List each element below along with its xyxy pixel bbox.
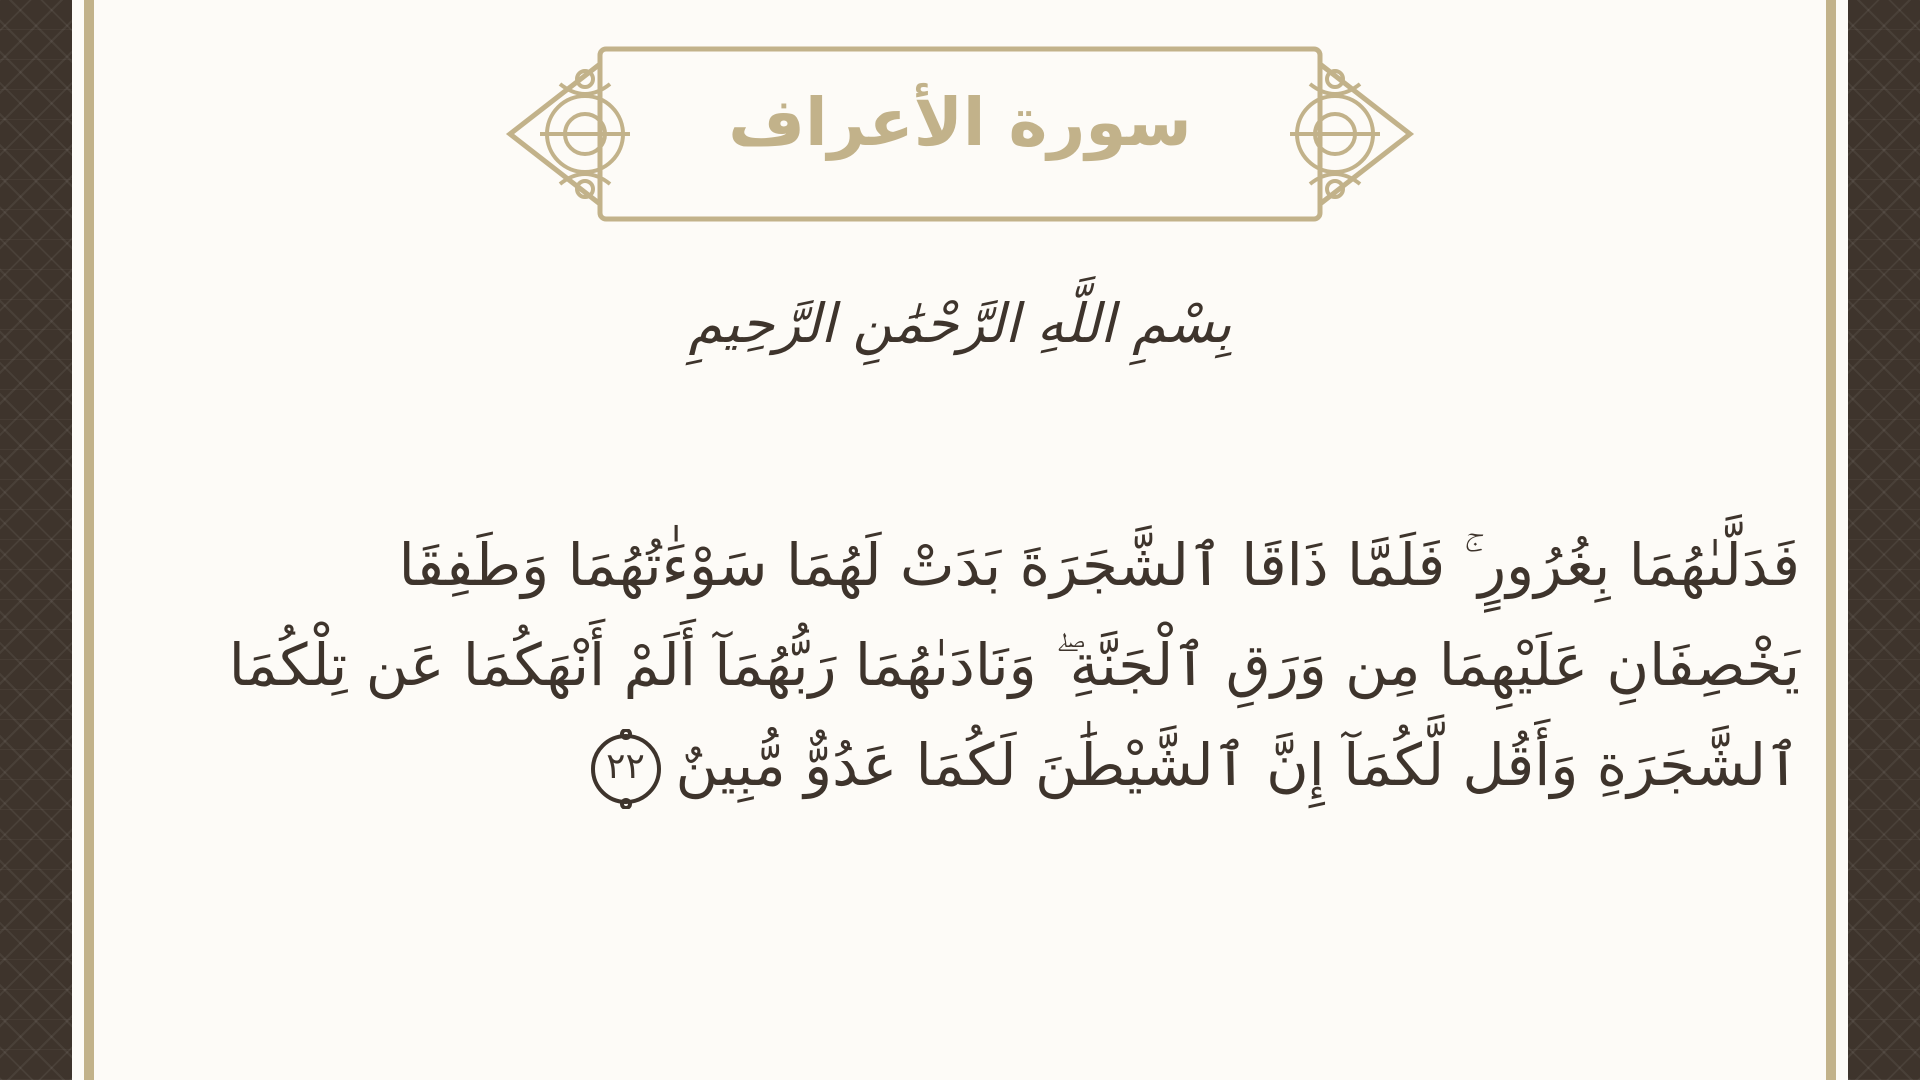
verse-body: فَدَلَّىٰهُمَا بِغُرُورٍ ۚ فَلَمَّا ذَاقَا ٱلشَّجَرَةَ بَدَتْ لَهُمَا سَوْءَٰتُهُمَا وَطَفِقَا يَخْصِفَانِ عَلَيْهِمَا مِن وَرَقِ ٱلْجَنَّةِ ۖ وَنَادَىٰهُمَا رَبُّهُمَآ أَلَمْ أَنْهَكُمَا عَن تِلْكُمَا ٱلشَّجَرَةِ وَأَقُل لَّكُمَآ إِنَّ ٱلشَّيْطَٰنَ لَكُمَا عَدُوٌّ مُّبِينٌ [228,531,1800,799]
ayah-end-marker [586,729,666,809]
verse-text [220,515,1800,815]
surah-name: سورة الأعراف [728,84,1192,161]
basmala: بِسْمِ اللَّهِ الرَّحْمَٰنِ الرَّحِيمِ [688,292,1232,355]
surah-title-banner [500,44,1420,224]
right-lattice-border [1848,0,1920,1080]
left-lattice-border [0,0,72,1080]
ayah-number: ٢٢ [606,745,645,787]
left-gold-rule [84,0,94,1080]
right-gold-rule [1826,0,1836,1080]
